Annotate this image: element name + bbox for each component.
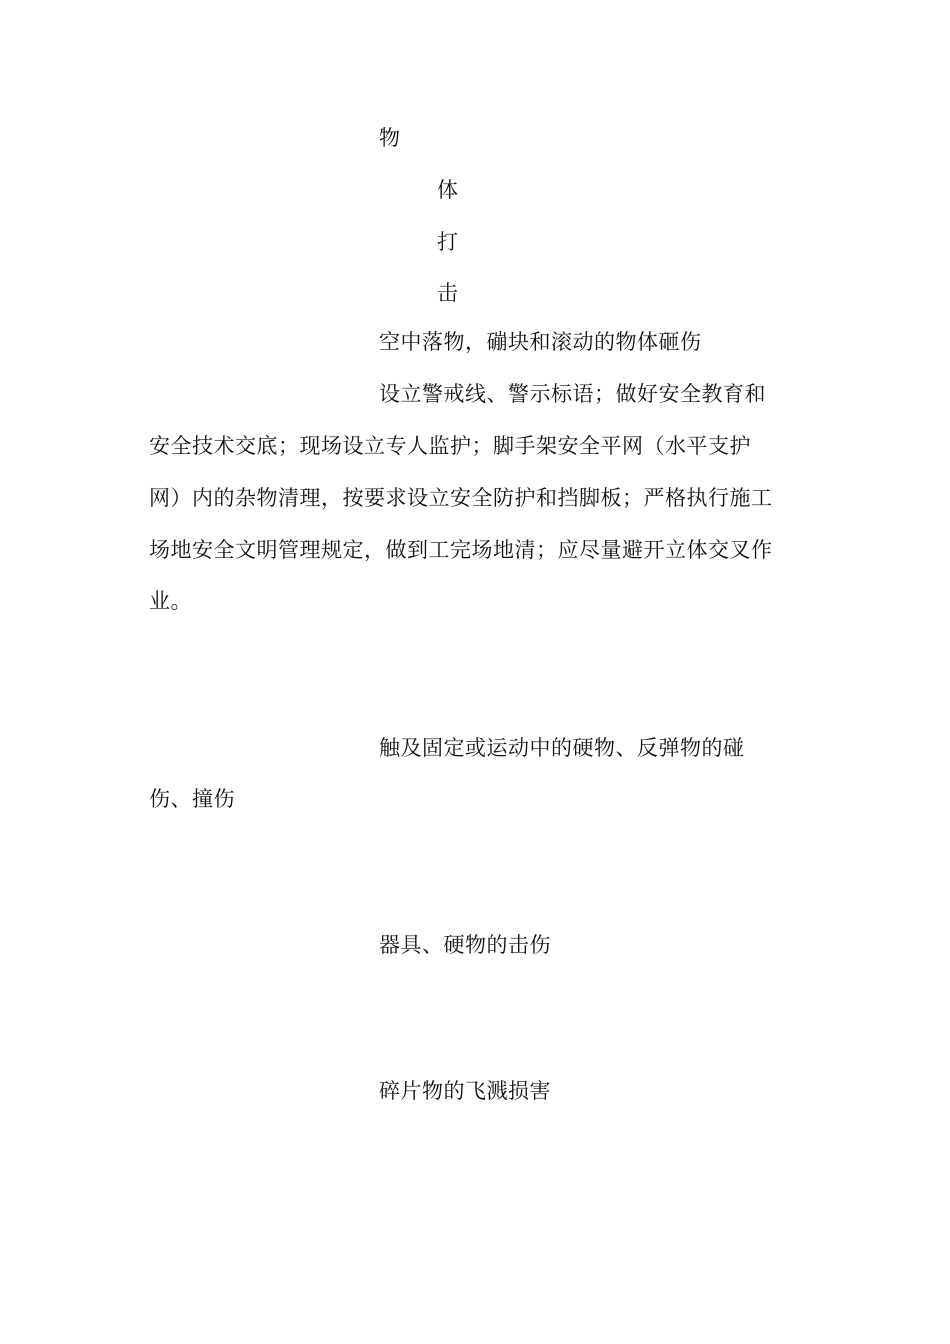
measure-text-line-1: 设立警戒线、警示标语；做好安全教育和	[379, 382, 766, 406]
hazard-label-char-2: 体	[437, 178, 459, 202]
measure-text-line-2: 安全技术交底；现场设立专人监护；脚手架安全平网（水平支护	[149, 434, 751, 458]
hazard-description-falling-objects: 空中落物，磞块和滚动的物体砸伤	[379, 330, 702, 354]
hazard-description-collision-line-1: 触及固定或运动中的硬物、反弹物的碰	[379, 736, 745, 760]
measure-text-line-5: 业。	[149, 589, 192, 613]
hazard-label-char-1: 物	[379, 126, 401, 150]
hazard-description-collision-line-2: 伤、撞伤	[149, 787, 235, 811]
hazard-description-flying-debris: 碎片物的飞溅损害	[379, 1079, 551, 1103]
hazard-label-char-3: 打	[437, 230, 459, 254]
measure-text-line-4: 场地安全文明管理规定，做到工完场地清；应尽量避开立体交叉作	[149, 538, 773, 562]
measure-text-line-3: 网）内的杂物清理，按要求设立安全防护和挡脚板；严格执行施工	[149, 486, 773, 510]
hazard-description-tool-strike: 器具、硬物的击伤	[379, 933, 551, 957]
hazard-label-char-4: 击	[437, 281, 459, 305]
